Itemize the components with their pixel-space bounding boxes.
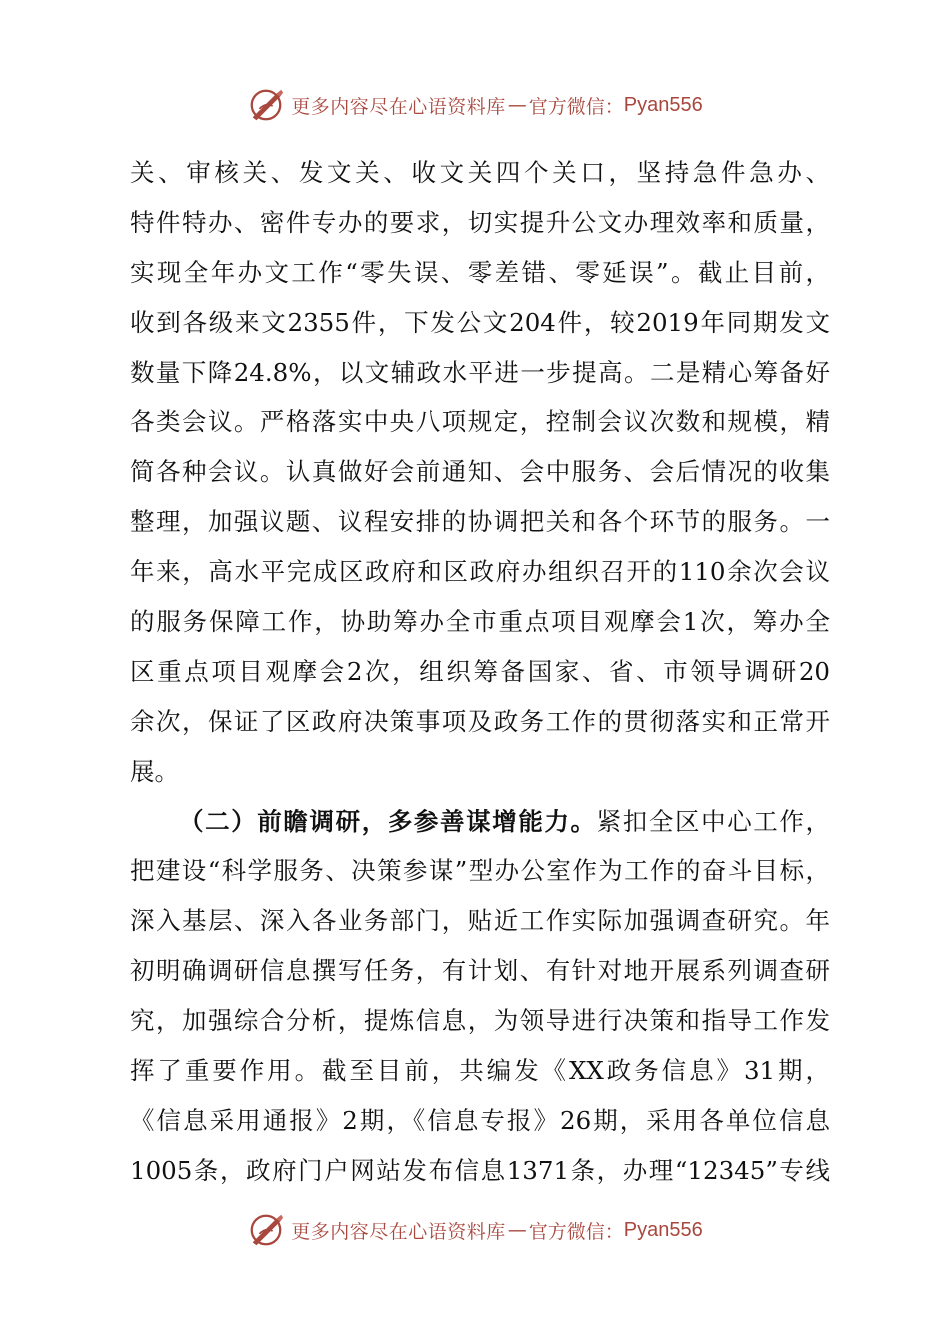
text-line: 初明确调研信息撰写任务，有计划、有针对地开展系列调查研 [130, 956, 830, 986]
watermark-wechat-id: Pyan556 [623, 93, 703, 116]
watermark-header [0, 82, 950, 128]
watermark-separator: — [507, 94, 527, 116]
text-line: 收到各级来文2355件，下发公文204件，较2019年同期发文 [130, 307, 830, 337]
pen-logo-icon [247, 1211, 285, 1249]
watermark-wechat-label: 官方微信： [528, 95, 624, 118]
watermark-separator: — [507, 1219, 527, 1241]
text-line: 深入基层、深入各业务部门，贴近工作实际加强调查研究。年 [130, 906, 830, 936]
section-lead-rest: 紧扣全区中心工作， [596, 806, 831, 836]
watermark-brand: 更多内容尽在心语资料库 [291, 1220, 506, 1243]
watermark-wechat-id: Pyan556 [623, 1218, 703, 1241]
text-line: 区重点项目观摩会2次，组织筹备国家、省、市领导调研20 [130, 656, 830, 686]
text-line: 《信息采用通报》2期，《信息专报》26期，采用各单位信息 [130, 1105, 830, 1135]
text-line: 挥了重要作用。截至目前，共编发《XX政务信息》31期， [130, 1056, 830, 1086]
document-body [130, 148, 830, 1196]
watermark-footer [0, 1207, 950, 1253]
text-line: 年来，高水平完成区政府和区政府办组织召开的110余次会议 [130, 557, 830, 587]
text-line: 展。 [130, 756, 179, 786]
watermark-wechat-label: 官方微信： [528, 1220, 624, 1243]
watermark-brand: 更多内容尽在心语资料库 [291, 95, 506, 118]
text-line: 各类会议。严格落实中央八项规定，控制会议次数和规模，精 [130, 407, 830, 437]
section-lead: （二）前瞻调研，多参善谋增能力。 [179, 806, 597, 836]
text-line: 把建设“科学服务、决策参谋”型办公室作为工作的奋斗目标， [130, 856, 830, 886]
text-line: 1005条，政府门户网站发布信息1371条，办理“12345”专线 [130, 1155, 830, 1185]
text-line: 余次，保证了区政府决策事项及政务工作的贯彻落实和正常开 [130, 706, 830, 736]
text-line: 数量下降24.8%，以文辅政水平进一步提高。二是精心筹备好 [130, 357, 830, 387]
section-heading-line [130, 797, 830, 847]
text-line: 简各种会议。认真做好会前通知、会中服务、会后情况的收集 [130, 457, 830, 487]
text-line: 究，加强综合分析，提炼信息，为领导进行决策和指导工作发 [130, 1006, 830, 1036]
text-line: 的服务保障工作，协助筹办全市重点项目观摩会1次，筹办全 [130, 607, 830, 637]
text-line: 特件特办、密件专办的要求，切实提升公文办理效率和质量， [130, 207, 830, 237]
text-line: 实现全年办文工作“零失误、零差错、零延误”。截止目前， [130, 257, 830, 287]
text-line: 关、审核关、发文关、收文关四个关口，坚持急件急办、 [130, 158, 830, 187]
text-line: 整理，加强议题、议程安排的协调把关和各个环节的服务。一 [130, 507, 830, 537]
pen-logo-icon [247, 86, 285, 124]
